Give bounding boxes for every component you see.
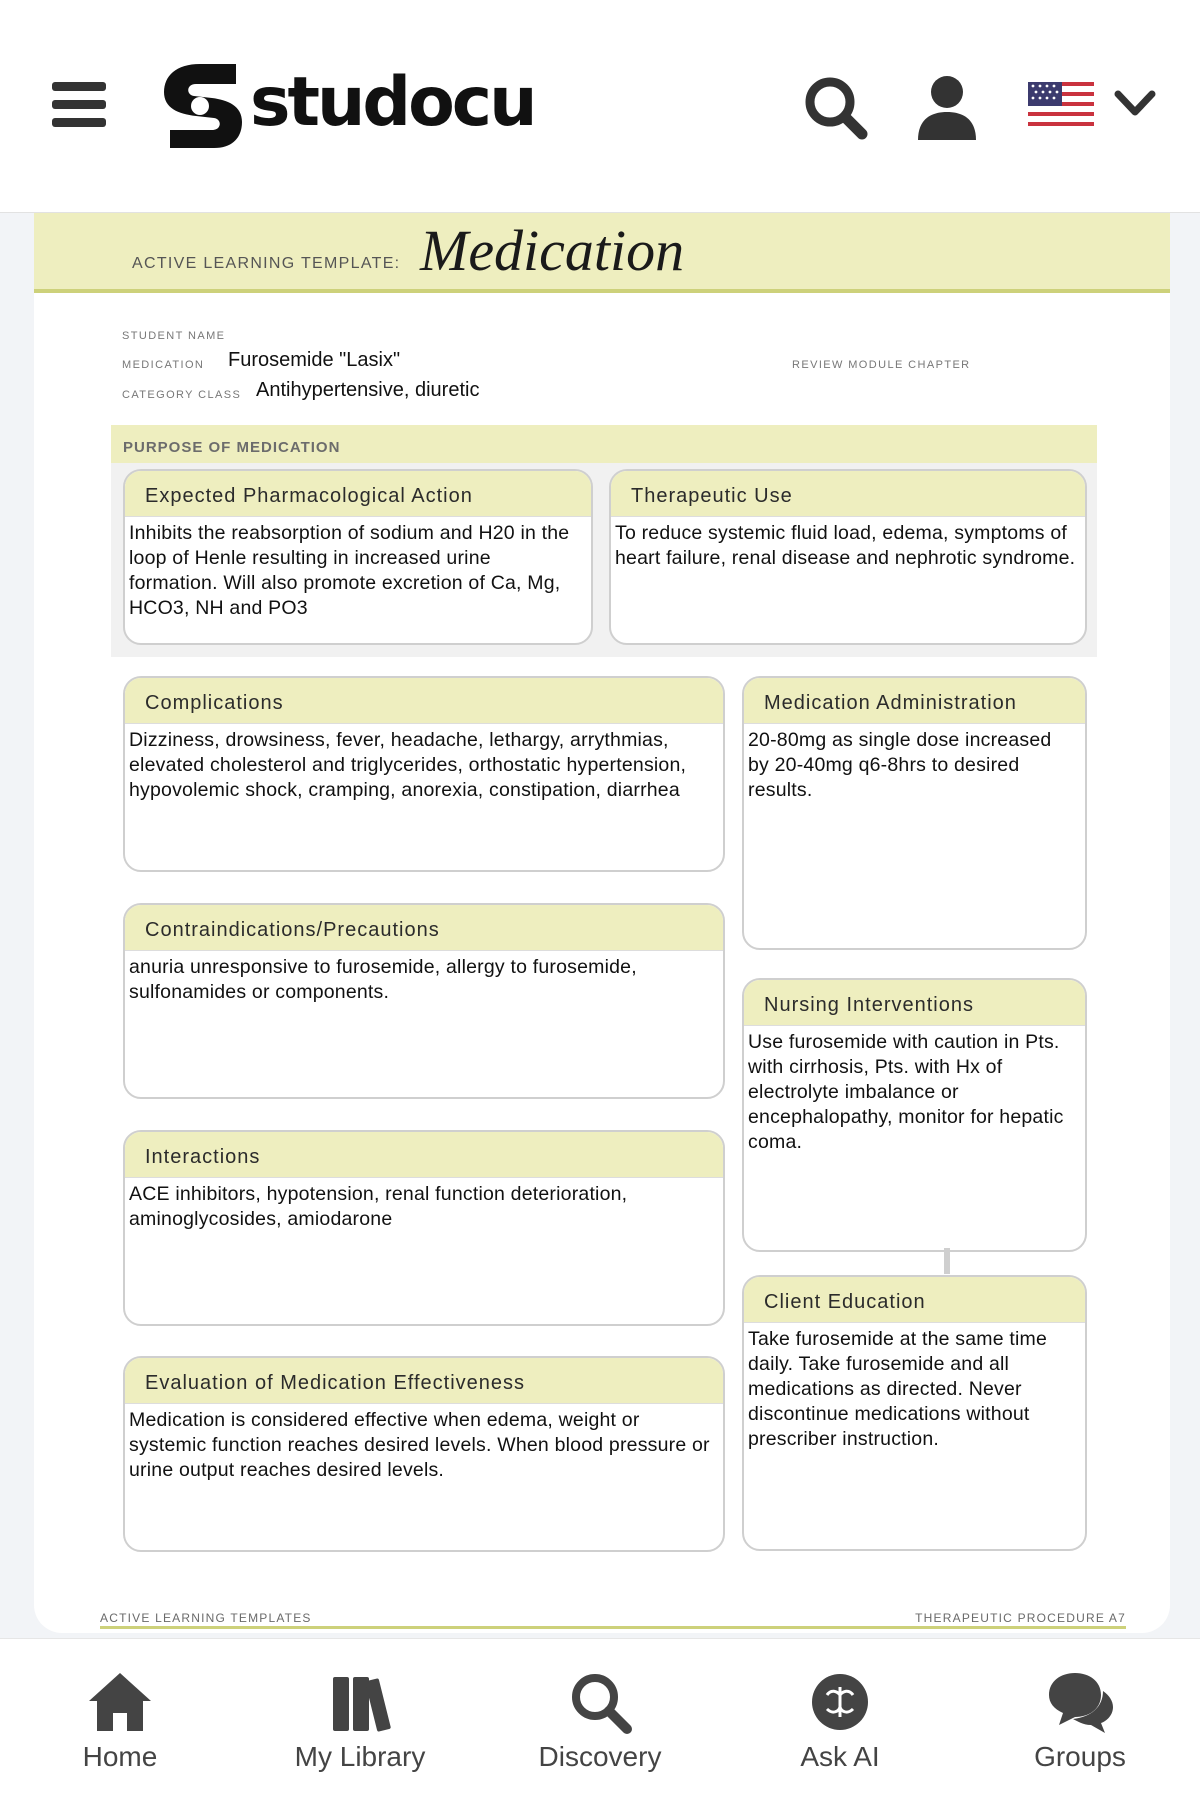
category-label: CATEGORY CLASS [122, 389, 242, 401]
nav-label: My Library [294, 1741, 426, 1772]
box-client-education [742, 1275, 1087, 1551]
chat-bubbles-icon [1045, 1669, 1115, 1735]
chevron-down-icon[interactable] [1112, 86, 1158, 122]
document-page [34, 213, 1170, 1633]
box-text: 20-80mg as single dose increased by 20-40mg q6-8hrs to desired results. [748, 729, 1052, 801]
nav-label: Ask AI [800, 1741, 880, 1772]
box-title: Evaluation of Medication Effectiveness [125, 1358, 723, 1404]
studocu-logo[interactable] [156, 58, 535, 153]
purpose-title: PURPOSE OF MEDICATION [123, 439, 341, 456]
search-icon [565, 1669, 635, 1735]
bottom-navigation [0, 1638, 1200, 1804]
box-therapeutic-use [609, 469, 1087, 645]
medication-label: MEDICATION [122, 359, 205, 371]
brand-wordmark: studocu [250, 63, 535, 142]
box-text: To reduce systemic fluid load, edema, symptoms of heart failure, renal disease and nephrotic syndrome. [615, 522, 1076, 569]
box-connector [944, 1248, 950, 1274]
box-medication-administration [742, 676, 1087, 950]
box-text: Medication is considered effective when edema, weight or systemic function reaches desired levels. When blood pressure or urine output reaches desired levels. [129, 1409, 710, 1481]
nav-home[interactable] [20, 1669, 220, 1773]
box-contraindications [123, 903, 725, 1099]
home-icon [85, 1669, 155, 1735]
box-title: Complications [125, 678, 723, 724]
box-interactions [123, 1130, 725, 1326]
box-text: Take furosemide at the same time daily. Take furosemide and all medications as directed. Never discontinue medications without prescriber instruction. [748, 1328, 1048, 1450]
medication-value: Furosemide "Lasix" [228, 349, 401, 371]
document-viewer[interactable] [0, 213, 1200, 1638]
library-icon [325, 1669, 395, 1735]
box-text: ACE inhibitors, hypotension, renal function deterioration, aminoglycosides, amiodarone [129, 1183, 628, 1230]
box-title: Contraindications/Precautions [125, 905, 723, 951]
search-icon[interactable] [800, 72, 870, 142]
purpose-header [111, 425, 1097, 463]
box-title: Expected Pharmacological Action [125, 471, 591, 517]
review-module-label: REVIEW MODULE CHAPTER [792, 359, 971, 371]
student-name-label: STUDENT NAME [122, 330, 226, 342]
menu-icon[interactable] [52, 82, 106, 128]
box-title: Interactions [125, 1132, 723, 1178]
us-flag-icon[interactable] [1028, 82, 1094, 128]
nav-groups[interactable] [980, 1669, 1180, 1773]
template-banner [34, 213, 1170, 293]
box-complications [123, 676, 725, 872]
user-icon[interactable] [912, 72, 982, 142]
box-pharmacological-action [123, 469, 593, 645]
box-text: Use furosemide with caution in Pts. with cirrhosis, Pts. with Hx of electrolyte imbalance or encephalopathy, monitor for hepatic coma. [748, 1031, 1064, 1153]
box-nursing-interventions [742, 978, 1087, 1252]
nav-label: Discovery [538, 1741, 662, 1772]
template-label: ACTIVE LEARNING TEMPLATE: [132, 255, 401, 272]
nav-label: Groups [1034, 1741, 1126, 1772]
footer-divider [100, 1626, 1126, 1629]
nav-label: Home [82, 1741, 158, 1772]
nav-discovery[interactable] [500, 1669, 700, 1773]
studocu-logo-icon [156, 60, 246, 152]
box-title: Medication Administration [744, 678, 1085, 724]
box-text: anuria unresponsive to furosemide, allergy to furosemide, sulfonamides or components. [129, 956, 637, 1003]
footer-left-text: ACTIVE LEARNING TEMPLATES [100, 1611, 312, 1625]
category-value: Antihypertensive, diuretic [256, 379, 480, 401]
ai-brain-icon [805, 1669, 875, 1735]
box-title: Client Education [744, 1277, 1085, 1323]
nav-my-library[interactable] [260, 1669, 460, 1773]
footer-right-text: THERAPEUTIC PROCEDURE A7 [915, 1611, 1126, 1625]
top-header [0, 0, 1200, 213]
template-title: Medication [420, 218, 685, 283]
box-text: Dizziness, drowsiness, fever, headache, lethargy, arrythmias, elevated cholesterol and triglycerides, orthostatic hypertension, hypovolemic shock, cramping, anorexia, constipation, diarrhea [129, 729, 687, 801]
box-text: Inhibits the reabsorption of sodium and H20 in the loop of Henle resulting in increased urine formation. Will also promote excretion of Ca, Mg, HCO3, NH and PO3 [129, 522, 570, 619]
box-title: Therapeutic Use [611, 471, 1085, 517]
nav-ask-ai[interactable] [740, 1669, 940, 1773]
box-title: Nursing Interventions [744, 980, 1085, 1026]
box-evaluation-effectiveness [123, 1356, 725, 1552]
